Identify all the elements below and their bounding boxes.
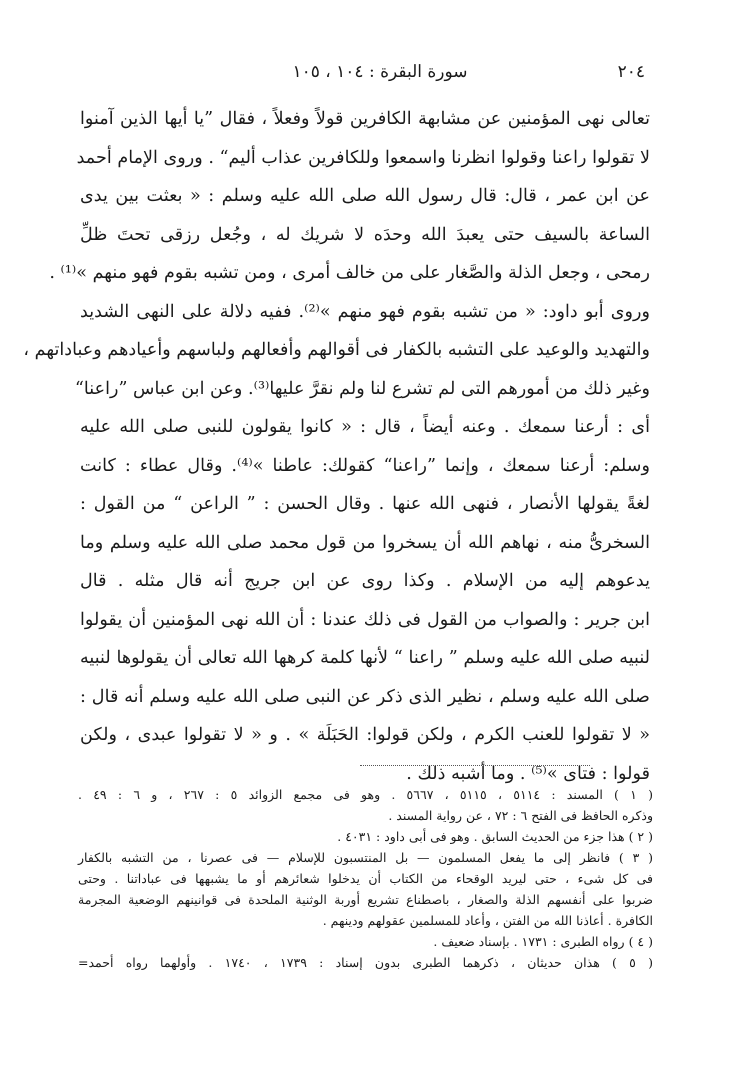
page-header	[115, 58, 645, 92]
text-line: ابن جرير : والصواب من القول فى ذلك عندنا : أن الله نهى المؤمنين أن يقولوا	[80, 609, 650, 630]
text-line: لنبيه صلى الله عليه وسلم ” راعنا “ لأنها كلمة كرهها الله تعالى أن يقولوها لنبيه	[80, 648, 650, 668]
text-line: عن ابن عمر ، قال: قال رسول الله صلى الله عليه وسلم : « بعثت بين يدى	[80, 186, 650, 206]
page-number: ٢٠٤	[617, 62, 645, 82]
footnote-line: ( ٣ ) فانظر إلى ما يفعل المسلمون — بل المنتسبون للإسلام — فى عصرنا ، من التشبه بالكفار	[78, 850, 653, 865]
text-line: « لا تقولوا للعنب الكرم ، ولكن قولوا: الحَبَلَة » . و « لا تقولوا عبدى ، ولكن	[80, 725, 650, 745]
footnote-divider	[360, 765, 590, 766]
footnote-line: ( ٢ ) هذا جزء من الحديث السابق . وهو فى أبى داود : ٤٠٣١ .	[337, 829, 653, 844]
text-line: لغةً يقولها الأنصار ، فنهى الله عنها . وقال الحسن : ” الراعن “ من القول :	[80, 494, 650, 514]
text-line: قولوا : فتاى »⁽⁵⁾ . وما أشبه ذلك .	[406, 763, 650, 784]
text-line: أى : أرعنا سمعك . وعنه أيضاً ، قال : « كانوا يقولون للنبى صلى الله عليه	[80, 417, 650, 437]
footnote-line: ( ٤ ) رواه الطبرى : ١٧٣١ . بإسناد ضعيف .	[433, 934, 653, 949]
footnote-line: ( ١ ) المسند : ٥١١٤ ، ٥١١٥ ، ٥٦٦٧ . وهو فى مجمع الزوائد ٥ : ٢٦٧ ، و ٦ : ٤٩ .	[78, 787, 653, 802]
footnote-line: الكافرة . أعاذنا الله من الفتن ، وأعاد للمسلمين عقولهم ودينهم .	[322, 913, 653, 928]
footnote-line: ضربوا على أنفسهم الذلة والصغار ، باصطناع تشريع أوربة الوثنية الملحدة فى قوانينهم الوضعية المجرمة	[78, 892, 653, 907]
footnote-line: فى كل شىء ، حتى ليريد الوقحاء من الكتاب أن يدخلوا شعائرهم أو ما يشبهها فى عباداتنا . وحتى	[78, 871, 653, 886]
text-line: لا تقولوا راعنا وقولوا انظرنا واسمعوا وللكافرين عذاب أليم“ . وروى الإمام أحمد	[76, 147, 650, 168]
text-line: السخرىُّ منه ، نهاهم الله أن يسخروا من قول محمد صلى الله عليه وسلم وما	[80, 532, 650, 553]
running-title: سورة البقرة : ١٠٤ ، ١٠٥	[292, 62, 468, 82]
text-line: وسلم: أرعنا سمعك ، وإنما ”راعنا“ كقولك: عاطنا »⁽⁴⁾. وقال عطاء : كانت	[80, 455, 650, 476]
text-line: تعالى نهى المؤمنين عن مشابهة الكافرين قولاً وفعلاً ، فقال ”يا أيها الذين آمنوا	[80, 109, 650, 129]
text-line: وروى أبو داود: « من تشبه بقوم فهو منهم »⁽²⁾. ففيه دلالة على النهى الشديد	[80, 301, 650, 322]
text-line: صلى الله عليه وسلم ، نظير الذى ذكر عن النبى صلى الله عليه وسلم أنه قال :	[80, 686, 650, 707]
footnotes	[78, 784, 653, 973]
footnote-line: ( ٥ ) هذان حديثان ، ذكرهما الطبرى بدون إسناد : ١٧٣٩ ، ١٧٤٠ . وأولهما رواه أحمد=	[78, 955, 654, 970]
text-line: الساعة بالسيف حتى يعبدَ الله وحدَه لا شريك له ، وجُعل رزقى تحتَ ظلِّ	[80, 224, 650, 245]
main-text	[23, 100, 650, 793]
text-line: والتهديد والوعيد على التشبه بالكفار فى أقوالهم وأفعالهم ولباسهم وأعيادهم وعباداتهم ،	[23, 340, 650, 360]
footnote-line: وذكره الحافظ فى الفتح ٦ : ٧٢ ، عن رواية المسند .	[388, 808, 653, 823]
text-line: يدعوهم إليه من الإسلام . وكذا روى عن ابن جريج أنه قال مثله . قال	[80, 571, 650, 591]
text-line: رمحى ، وجعل الذلة والصَّغار على من خالف أمرى ، ومن تشبه بقوم فهو منهم »⁽¹⁾ .	[49, 263, 650, 283]
text-line: وغير ذلك من أمورهم التى لم تشرع لنا ولم نقرَّ عليها⁽³⁾. وعن ابن عباس ”راعنا“	[74, 378, 650, 399]
